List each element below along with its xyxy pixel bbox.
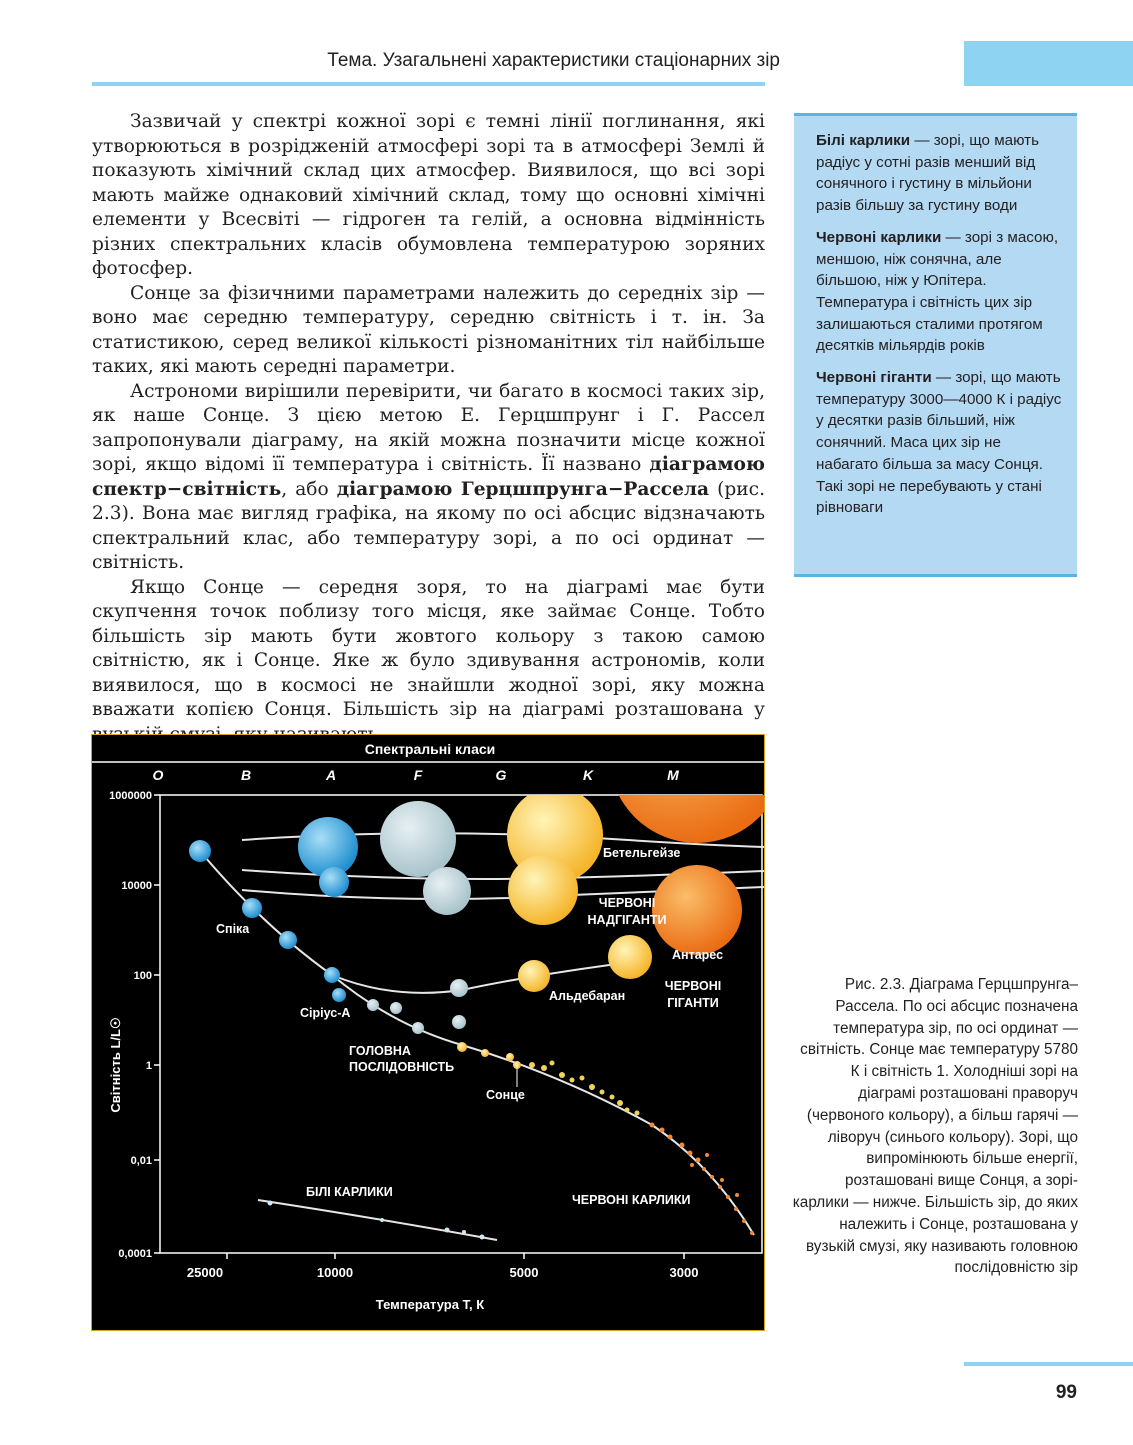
spectral-classes-title: Спектральні класи: [364, 741, 496, 757]
footer-rule: [964, 1362, 1133, 1366]
label-red-dwarfs: ЧЕРВОНІ КАРЛИКИ: [572, 1193, 691, 1207]
label-red-giants-1: ЧЕРВОНІ: [664, 979, 722, 993]
glossary-sidebar: [794, 113, 1077, 577]
y-tick-10000: 10000: [121, 880, 152, 892]
hr-diagram-figure: [91, 734, 765, 1331]
label-supergiants-2: НАДГІГАНТИ: [587, 913, 667, 927]
paragraph-3: [92, 380, 765, 576]
x-axis-label: Температура T, К: [375, 1297, 485, 1312]
paragraph-3-part-d: (рис. 2.3). Вона має вигляд графіка, на якому по осі абсцис відзначають спектральний клас, або температуру зорі, а по осі ординат — світність.: [92, 478, 765, 573]
y-tick-00001: 0,0001: [118, 1248, 152, 1260]
star-white-supergiant-2: [423, 867, 471, 915]
star-ms-a: [324, 967, 340, 983]
glossary-term: Червоні карлики: [816, 228, 942, 246]
class-b: B: [240, 767, 252, 783]
star-blue-supergiant: [298, 817, 358, 877]
term-hr-diagram: діаграмою Герцшпрунга−Рассела: [336, 478, 710, 500]
header-accent-block: [964, 41, 1133, 86]
label-red-giants-2: ГІГАНТИ: [667, 996, 719, 1010]
label-aldebaran: Альдебаран: [549, 989, 626, 1003]
star-ms-f2: [390, 1002, 402, 1014]
label-main-seq-1: ГОЛОВНА: [349, 1044, 411, 1058]
main-text: [92, 110, 765, 747]
star-ms-g3: [506, 1053, 514, 1061]
y-tick-100: 100: [133, 970, 152, 982]
label-antares: Антарес: [672, 948, 724, 962]
figure-caption: Рис. 2.3. Діаграма Герцшпрунга–Рассела. По осі абсцис позначена температура зір, по осі ординат — світність. Сонце має температуру 5780 К і світність 1. Холодніші зорі на діаграмі розташовані праворуч (червоного кольору), а більш гарячі — ліворуч (синього кольору). Зорі, що випромінюють більше енергії, розташовані вище Сонця, а зорі-карлики — нижче. Більшість зір, до яких належить і Сонце, розташована у вузькій смузі, яку називають головною послідовністю зір: [792, 976, 1078, 1277]
class-k: K: [582, 767, 594, 783]
glossary-term: Червоні гіганти: [816, 369, 932, 387]
star-ms-g1: [457, 1042, 467, 1052]
paragraph-4: Якщо Сонце — середня зоря, то на діаграмі має бути скупчення точок поблизу того місця, яке займає Сонце. Тобто більшість зір мають бути жовтого кольору з такою самою світністю, як і Сонце. Яке ж було здивування астрономів, коли виявилося, що в космосі не знайшли жодної зорі, яку можна вважати копією Сонця. Більшість зір на діаграмі розташована у: [92, 576, 765, 720]
label-supergiants-1: ЧЕРВОНІ: [598, 896, 656, 910]
header-rule: [92, 82, 765, 86]
paragraph-3-part-c: , або: [281, 478, 337, 500]
class-g: G: [495, 767, 507, 783]
glossary-white-dwarfs: [816, 130, 1063, 217]
star-spica: [242, 898, 262, 918]
star-aldebaran: [518, 960, 550, 992]
class-m: M: [667, 767, 679, 783]
x-tick-3000: 3000: [669, 1265, 699, 1280]
y-axis-label: Світність L/L☉: [108, 1017, 123, 1113]
label-spica: Спіка: [216, 922, 250, 936]
y-tick-1000000: 1000000: [109, 790, 152, 802]
star-antares: [652, 865, 742, 955]
star-ms-g2: [481, 1049, 489, 1057]
x-tick-25000: 25000: [186, 1265, 224, 1280]
star-giant-pale: [450, 979, 468, 997]
white-dwarf-track: [258, 1200, 497, 1240]
star-betelgeuse: [609, 735, 764, 843]
x-tick-10000: 10000: [316, 1265, 354, 1280]
paragraph-2: Сонце за фізичними параметрами належить до середніх зір — воно має середню температуру, середню світність і т. ін. За статистикою, серед великої кількості різноманітних тіл найбільше таких, які мають середні параметри.: [92, 282, 765, 377]
star-sirius: [332, 988, 346, 1002]
glossary-red-dwarfs: [816, 227, 1063, 357]
glossary-definition: — зорі з масою, меншою, ніж сонячна, але більшою, ніж у Юпітера. Температура і світність цих зір залишаються сталими протягом десятків мільярдів років: [816, 228, 1059, 355]
star-blue-supergiant-2: [319, 867, 349, 897]
class-f: F: [413, 767, 423, 783]
glossary-term: Білі карлики: [816, 132, 911, 149]
x-tick-5000: 5000: [509, 1265, 539, 1280]
y-tick-001: 0,01: [130, 1155, 152, 1167]
page-number: 99: [1055, 1382, 1077, 1403]
label-betelgeuse: Бетельгейзе: [603, 846, 681, 860]
paragraph-1: Зазвичай у спектрі кожної зорі є темні лінії поглинання, які утворюються в розрідженій атмосфері зорі та в атмосфері Землі й показують хімічний склад цих атмосфер. Виявилося, що всі зорі мають майже однаковий хімічний склад, тому що основні хімічні елементи у Всесвіті — гідроген та гелій, а основна відмінність різних спектральних класів обумовлена температурою зоряних фотосфер.: [92, 111, 765, 279]
star-ms-b: [279, 931, 297, 949]
star-ms-o: [189, 840, 211, 862]
star-white-supergiant: [380, 801, 456, 877]
page-header-title: Тема. Узагальнені характеристики стаціонарних зір: [327, 50, 780, 71]
star-giant-pale-2: [452, 1015, 466, 1029]
class-a: A: [325, 767, 337, 783]
glossary-definition: — зорі, що мають радіус у сотні разів менший від сонячного і густину в мільйони разів більшу за густину води: [816, 132, 1040, 215]
star-ms-f1: [367, 999, 379, 1011]
term-spectrum-luminosity: діаграмою спектр−світність: [92, 454, 765, 500]
label-sun: Сонце: [486, 1088, 525, 1102]
star-yellow-supergiant-2: [508, 855, 578, 925]
glossary-definition: — зорі, що мають температуру 3000—4000 К і радіус у десятки разів більший, ніж сонячний. Маса цих зір не набагато більша за масу Сонця. Такі зорі не перебувають у стані рівноваги: [816, 369, 1062, 517]
star-red-giant: [608, 935, 652, 979]
star-ms-f3: [412, 1022, 424, 1034]
paragraph-3-part-a: Астрономи вирішили перевірити, чи багато в космосі таких зір, як наше Сонце. З цією метою Е. Герцшпрунг і Г. Рассел запропонували діаграму, на якій можна позначити місце кожної зорі, якщо відомі її температура і світність. Її названо: [92, 380, 765, 475]
hr-diagram: [92, 735, 764, 1330]
class-o: O: [152, 767, 164, 783]
y-tick-1: 1: [145, 1060, 152, 1072]
label-sirius: Сіріус-А: [300, 1006, 351, 1020]
label-white-dwarfs: БІЛІ КАРЛИКИ: [306, 1185, 393, 1199]
label-main-seq-2: ПОСЛІДОВНІСТЬ: [349, 1060, 455, 1074]
glossary-red-giants: [816, 367, 1063, 519]
